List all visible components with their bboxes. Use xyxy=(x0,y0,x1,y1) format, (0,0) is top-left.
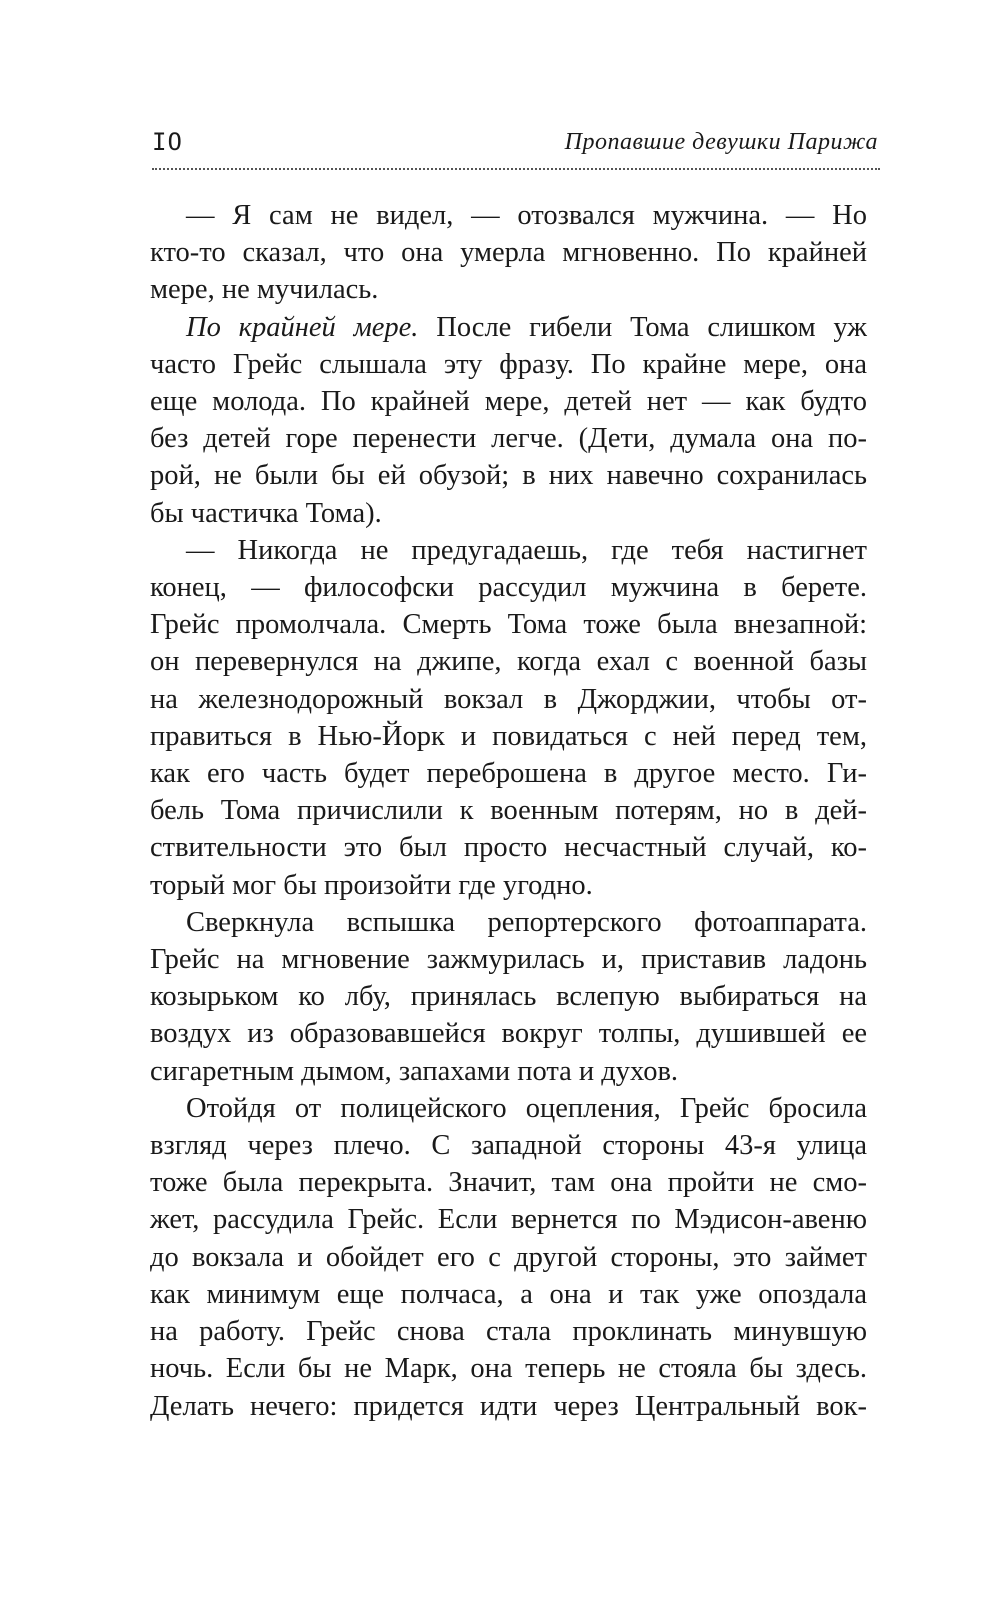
text-line: он перевернулся на джипе, когда ехал с военной базы xyxy=(150,646,867,678)
text-line: рой, не были бы ей обузой; в них навечно сохранилась xyxy=(150,460,867,492)
text-line: без детей горе перенести легче. (Дети, думала она по- xyxy=(150,423,867,455)
text-line: жет, рассудила Грейс. Если вернется по Мэдисон-авеню xyxy=(150,1204,867,1236)
text-line: — Я сам не видел, — отозвался мужчина. — Но xyxy=(186,200,867,231)
text-line: Отойдя от полицейского оцепления, Грейс бросила xyxy=(186,1092,867,1124)
text-line: на железнодорожный вокзал в Джорджии, чтобы от- xyxy=(150,683,867,715)
text-line: конец, — философски рассудил мужчина в берете. xyxy=(150,572,867,604)
header-divider xyxy=(152,168,880,170)
text-line: кто-то сказал, что она умерла мгновенно. По крайней xyxy=(150,237,867,269)
text-line: сигаретным дымом, запахами пота и духов. xyxy=(150,1055,679,1087)
text-line: как его часть будет переброшена в другое место. Ги- xyxy=(150,758,867,790)
text-fragment: После гибели Тома слишком уж xyxy=(418,311,867,343)
text-line: правиться в Нью-Йорк и повидаться с ней перед тем, xyxy=(150,720,867,752)
text-line: часто Грейс слышала эту фразу. По крайне мере, она xyxy=(150,348,867,380)
text-line: ствительности это был просто несчастный случай, ко- xyxy=(150,832,867,864)
page-number: IO xyxy=(152,128,183,156)
text-line: Грейс на мгновение зажмурилась и, приставив ладонь xyxy=(150,944,867,976)
text-line: как минимум еще полчаса, а она и так уже опоздала xyxy=(150,1278,867,1310)
text-line: еще молода. По крайней мере, детей нет — как будто xyxy=(150,386,867,418)
text-line: бель Тома причислили к военным потерям, но в дей- xyxy=(150,795,867,827)
text-line: до вокзала и обойдет его с другой стороны, это займет xyxy=(150,1241,867,1273)
text-line: козырьком ко лбу, принялась вслепую выбираться на xyxy=(150,981,867,1013)
running-title: Пропавшие девушки Парижа xyxy=(564,129,878,155)
text-line: на работу. Грейс снова стала проклинать минувшую xyxy=(150,1316,867,1348)
text-line: тоже была перекрыта. Значит, там она пройти не смо- xyxy=(150,1167,867,1199)
text-line xyxy=(150,309,867,346)
text-line: Делать нечего: придется идти через Центральный вок- xyxy=(150,1390,867,1422)
text-line: мере, не мучилась. xyxy=(150,274,379,306)
text-line: бы частичка Тома). xyxy=(150,497,382,529)
text-line: воздух из образовавшейся вокруг толпы, душившей ее xyxy=(150,1018,867,1050)
text-line: Сверкнула вспышка репортерского фотоаппарата. xyxy=(186,906,867,938)
body-text xyxy=(150,197,867,1425)
text-line: Грейс промолчала. Смерть Тома тоже была внезапной: xyxy=(150,609,867,641)
text-line: ночь. Если бы не Марк, она теперь не стояла бы здесь. xyxy=(150,1353,867,1385)
italic-phrase: По крайней мере. xyxy=(186,311,419,343)
text-line: — Никогда не предугадаешь, где тебя настигнет xyxy=(186,534,867,566)
text-line: взгляд через плечо. С западной стороны 43-я улица xyxy=(150,1130,867,1162)
text-line: торый мог бы произойти где угодно. xyxy=(150,869,593,901)
